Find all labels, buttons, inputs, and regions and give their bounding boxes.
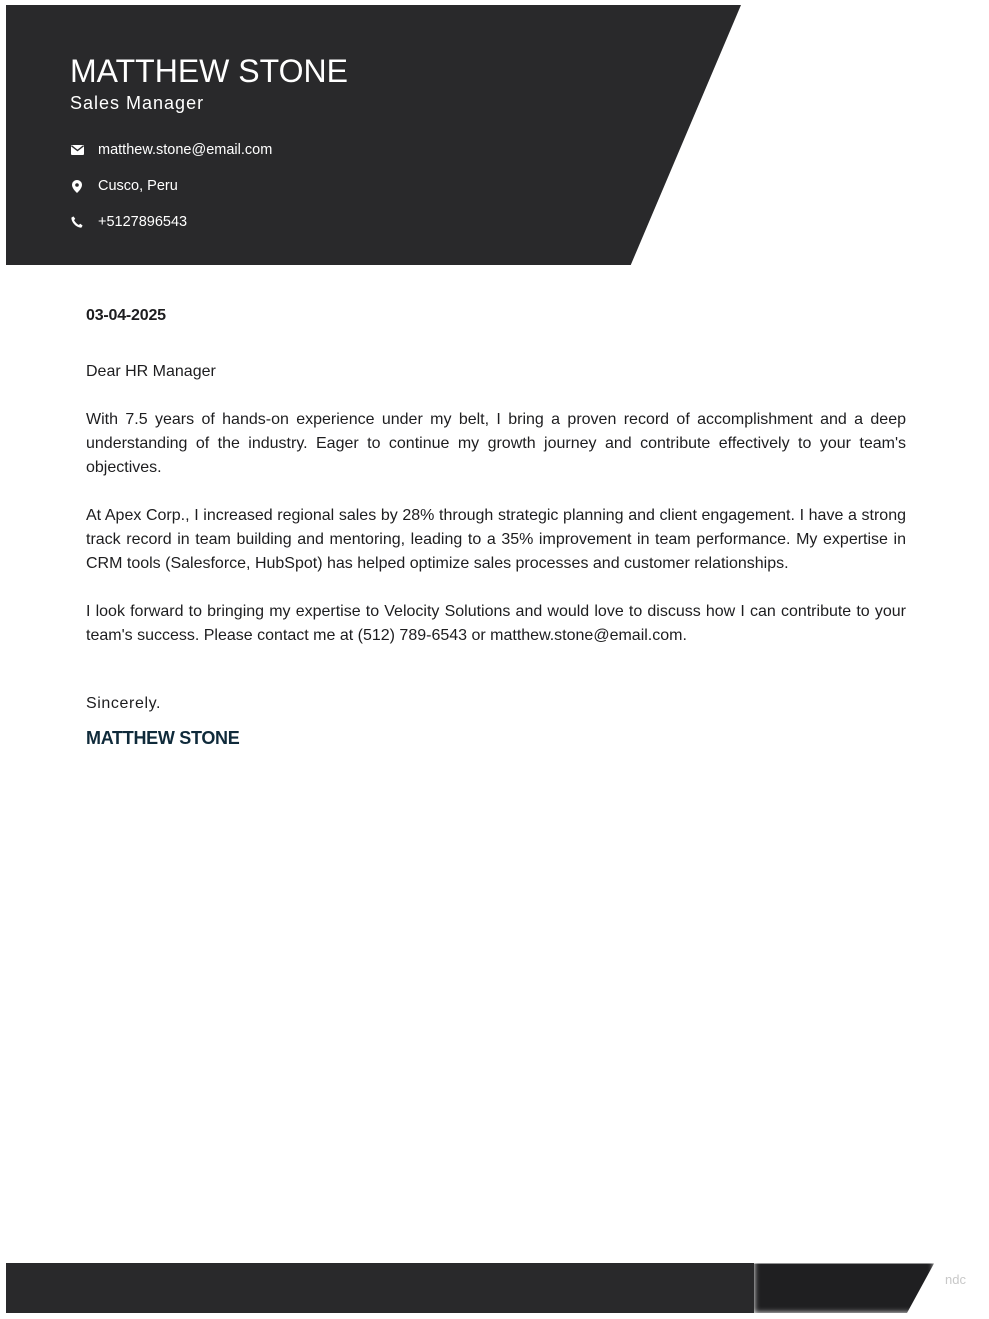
envelope-icon bbox=[70, 143, 84, 157]
contact-email bbox=[70, 140, 630, 160]
letter-signature: MATTHEW STONE bbox=[86, 728, 240, 748]
contact-email-text[interactable]: matthew.stone@email.com bbox=[98, 142, 273, 158]
letter-paragraph: At Apex Corp., I increased regional sales by 28% through strategic planning and client engagement. I have a strong track record in team building and mentoring, leading to a 35% improvement in team performance. My expertise in CRM tools (Salesforce, HubSpot) has helped optimize sales processes and customer relationships. bbox=[86, 507, 906, 572]
letter-closing: Sincerely. bbox=[86, 695, 162, 712]
applicant-role: Sales Manager bbox=[70, 93, 205, 113]
map-pin-icon bbox=[70, 179, 84, 193]
phone-icon bbox=[70, 215, 84, 229]
letter-body bbox=[86, 300, 906, 750]
contact-location-text: Cusco, Peru bbox=[98, 178, 178, 194]
letter-date: 03-04-2025 bbox=[86, 307, 166, 324]
header bbox=[70, 52, 630, 248]
footer-watermark-smudge bbox=[754, 1258, 934, 1313]
footer-bar bbox=[6, 1263, 754, 1313]
applicant-name: MATTHEW STONE bbox=[70, 53, 348, 89]
letter-paragraph: I look forward to bringing my expertise to Velocity Solutions and would love to discuss how I can contribute to your team's success. Please contact me at (512) 789-6543 or matthew.stone@email.com. bbox=[86, 603, 906, 644]
letter-paragraph: With 7.5 years of hands-on experience under my belt, I bring a proven record of accomplishment and a deep understanding of the industry. Eager to continue my growth journey and contribute effectively to your team's objectives. bbox=[86, 411, 906, 476]
contact-phone-text[interactable]: +5127896543 bbox=[98, 214, 188, 230]
contact-location bbox=[70, 176, 630, 196]
letter-salutation: Dear HR Manager bbox=[86, 363, 216, 380]
contact-phone bbox=[70, 212, 630, 232]
footer-faded-text: ndc bbox=[945, 1272, 966, 1287]
contact-list bbox=[70, 140, 630, 232]
